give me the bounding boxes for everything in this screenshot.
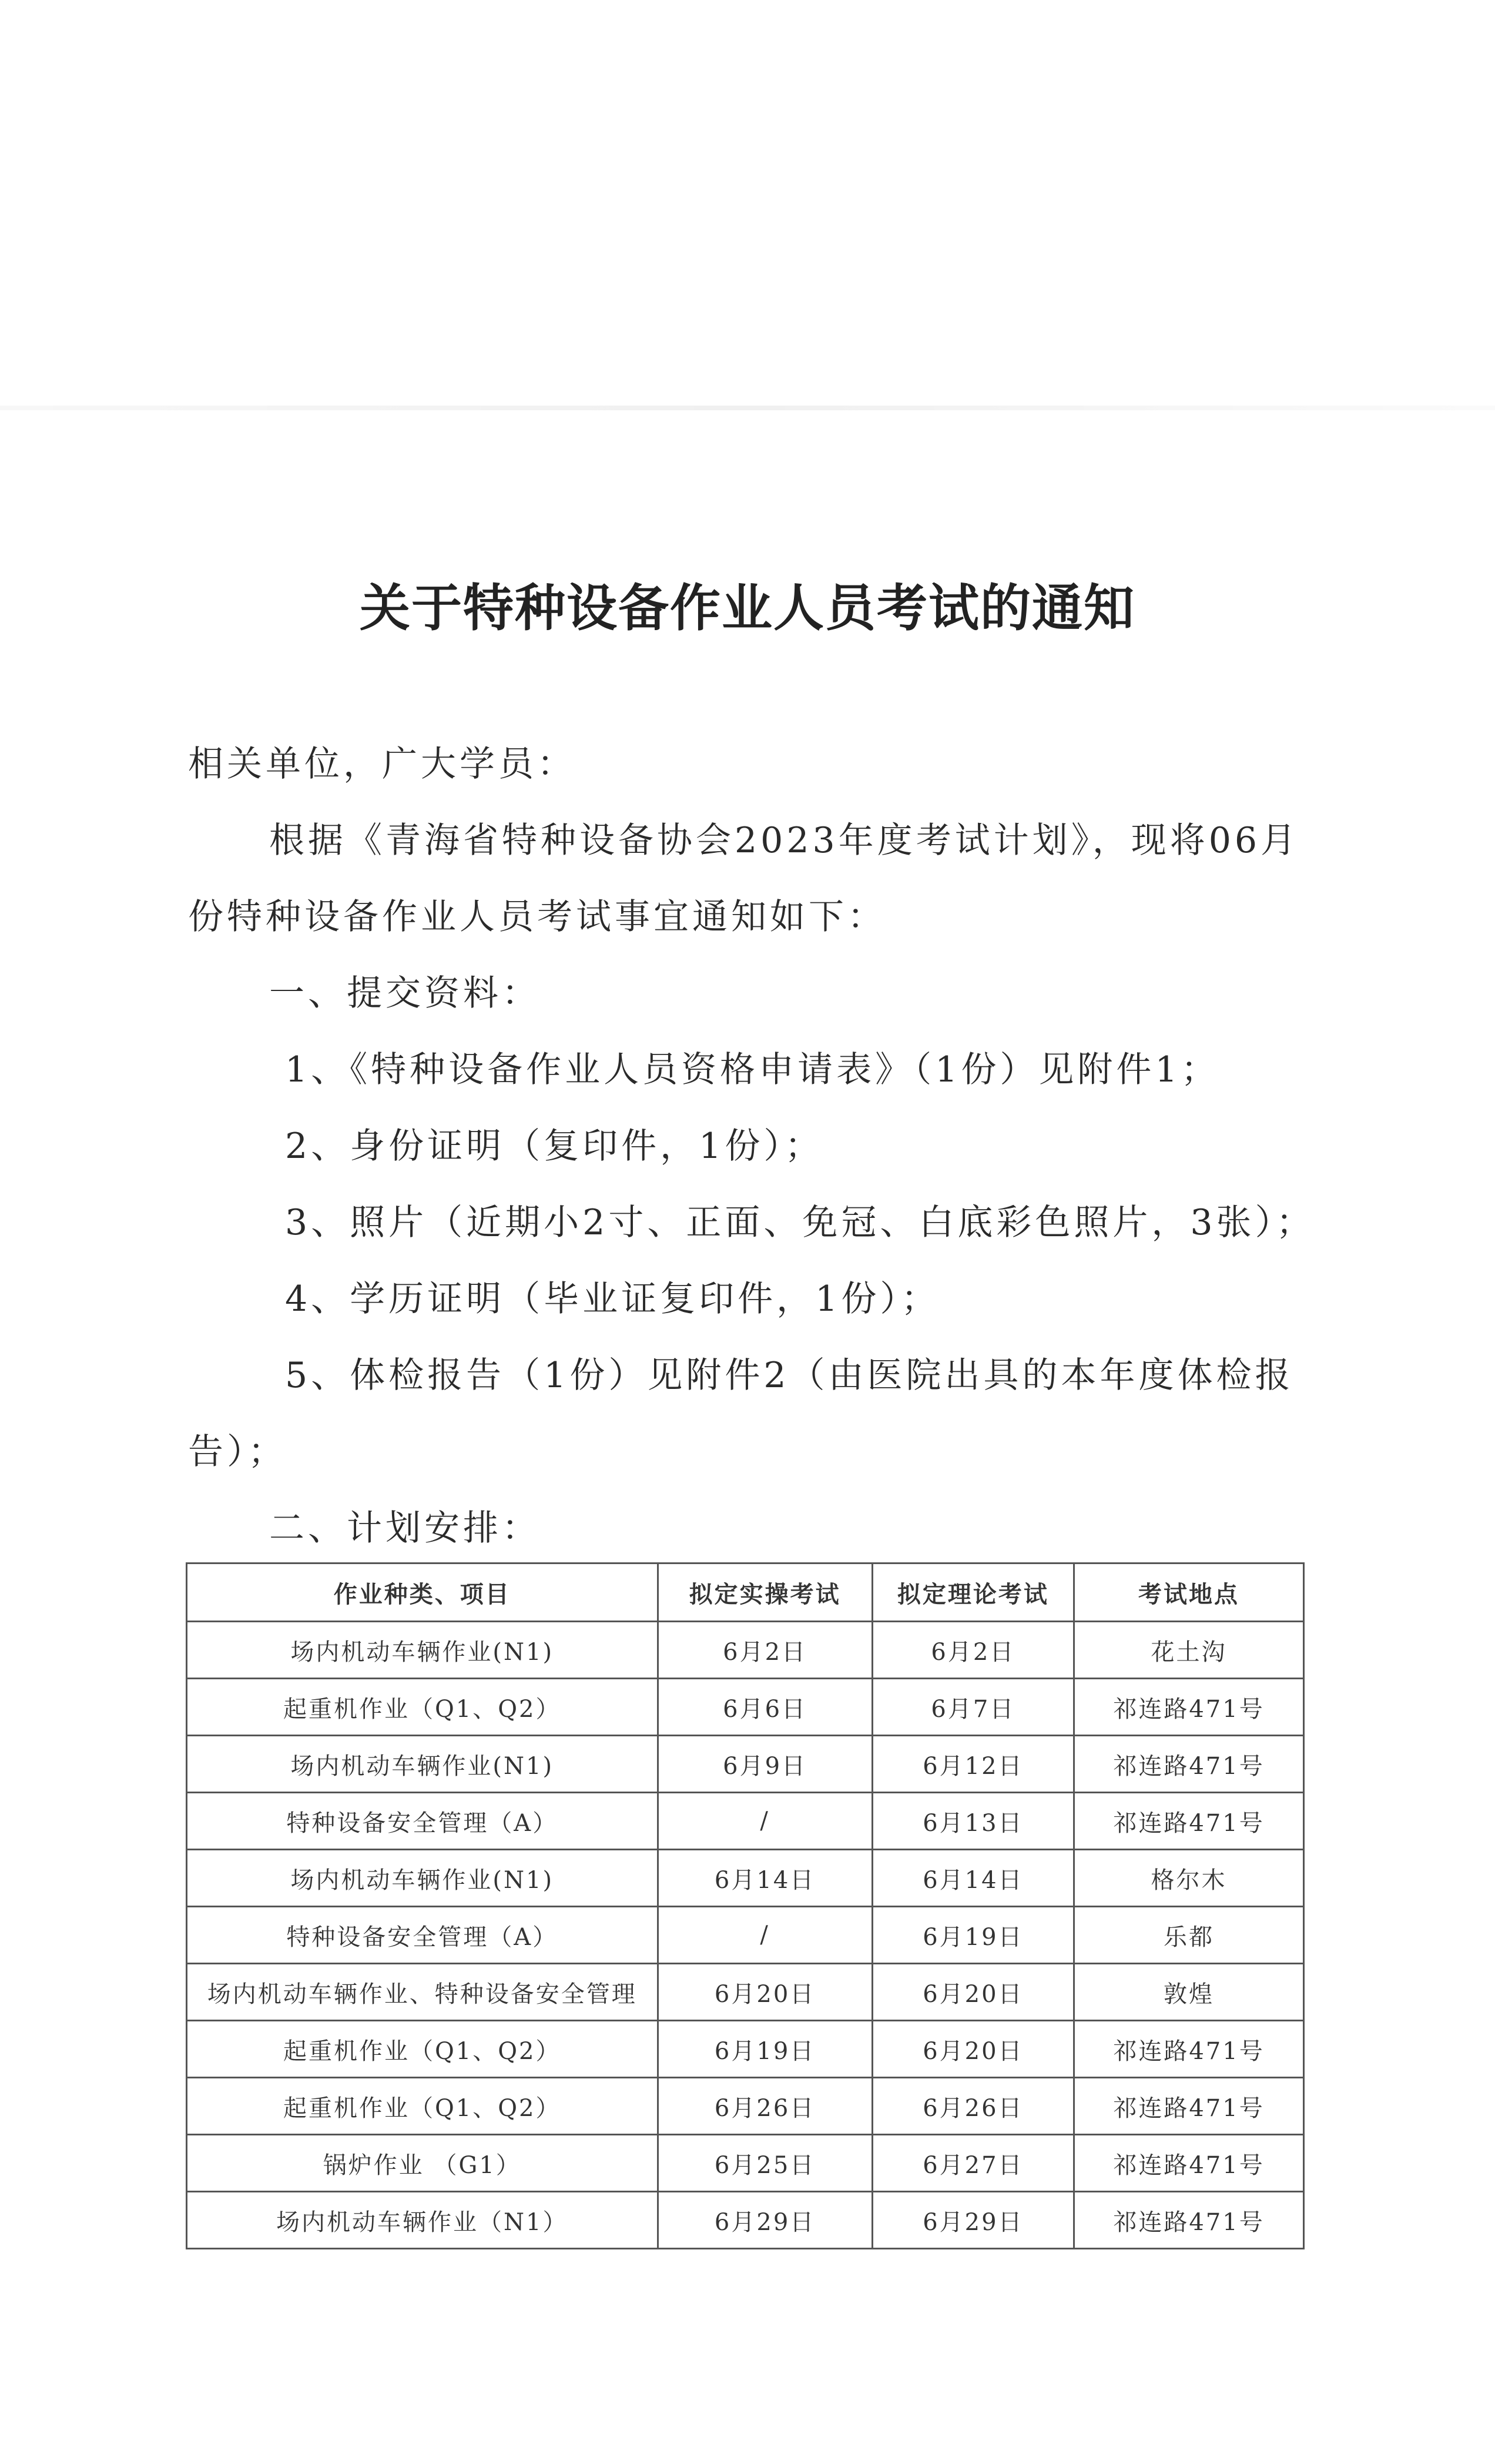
table-row <box>187 2135 1304 2192</box>
cell-category: 场内机动车辆作业(N1) <box>187 1622 658 1679</box>
cell-category: 场内机动车辆作业（N1） <box>187 2192 658 2249</box>
cell-theory: 6月20日 <box>872 1964 1074 2021</box>
section-1-heading: 一、提交资料： <box>269 973 541 1014</box>
cell-theory: 6月14日 <box>872 1850 1074 1907</box>
cell-theory: 6月26日 <box>872 2078 1074 2135</box>
cell-location: 敦煌 <box>1074 1964 1304 2021</box>
cell-category: 锅炉作业 （G1） <box>187 2135 658 2192</box>
section-2-heading: 二、计划安排： <box>269 1508 541 1549</box>
cell-practical: 6月9日 <box>658 1736 872 1793</box>
cell-category: 特种设备安全管理（A） <box>187 1907 658 1964</box>
cell-theory: 6月19日 <box>872 1907 1074 1964</box>
cell-location: 格尔木 <box>1074 1850 1304 1907</box>
cell-theory: 6月7日 <box>872 1679 1074 1736</box>
table-row <box>187 1850 1304 1907</box>
table-row <box>187 2078 1304 2135</box>
section-1-item: 4、学历证明（毕业证复印件，1份）； <box>285 1278 940 1320</box>
cell-theory: 6月29日 <box>872 2192 1074 2249</box>
table-row <box>187 1793 1304 1850</box>
cell-practical: 6月6日 <box>658 1679 872 1736</box>
section-1-item: 2、身份证明（复印件，1份）； <box>285 1126 824 1167</box>
cell-theory: 6月13日 <box>872 1793 1074 1850</box>
column-header-location: 考试地点 <box>1074 1564 1304 1622</box>
cell-location: 祁连路471号 <box>1074 2135 1304 2192</box>
cell-location: 祁连路471号 <box>1074 2078 1304 2135</box>
cell-category: 特种设备安全管理（A） <box>187 1793 658 1850</box>
table-row <box>187 1622 1304 1679</box>
table-row <box>187 1964 1304 2021</box>
cell-practical: 6月2日 <box>658 1622 872 1679</box>
cell-location: 乐都 <box>1074 1907 1304 1964</box>
cell-theory: 6月27日 <box>872 2135 1074 2192</box>
cell-location: 祁连路471号 <box>1074 2021 1304 2078</box>
cell-location: 花土沟 <box>1074 1622 1304 1679</box>
cell-practical: 6月25日 <box>658 2135 872 2192</box>
cell-location: 祁连路471号 <box>1074 1679 1304 1736</box>
column-header-category: 作业种类、项目 <box>187 1564 658 1622</box>
cell-practical: 6月19日 <box>658 2021 872 2078</box>
cell-theory: 6月2日 <box>872 1622 1074 1679</box>
scan-edge <box>0 406 1495 410</box>
cell-category: 场内机动车辆作业、特种设备安全管理 <box>187 1964 658 2021</box>
section-1-item: 1、《特种设备作业人员资格申请表》（1份）见附件1； <box>285 1049 1220 1090</box>
cell-category: 起重机作业（Q1、Q2） <box>187 1679 658 1736</box>
salutation: 相关单位，广大学员： <box>188 744 576 785</box>
table-row <box>187 2021 1304 2078</box>
document-title: 关于特种设备作业人员考试的通知 <box>360 579 1135 638</box>
cell-practical: 6月29日 <box>658 2192 872 2249</box>
cell-practical: / <box>658 1793 872 1850</box>
cell-practical: 6月20日 <box>658 1964 872 2021</box>
cell-location: 祁连路471号 <box>1074 1793 1304 1850</box>
cell-theory: 6月12日 <box>872 1736 1074 1793</box>
cell-practical: 6月26日 <box>658 2078 872 2135</box>
cell-category: 场内机动车辆作业(N1) <box>187 1736 658 1793</box>
table-row <box>187 1736 1304 1793</box>
section-1-item: 5、体检报告（1份）见附件2（由医院出具的本年度体检报告）； <box>188 1355 1294 1472</box>
column-header-practical: 拟定实操考试 <box>658 1564 872 1622</box>
cell-location: 祁连路471号 <box>1074 1736 1304 1793</box>
exam-schedule-table <box>186 1562 1305 2249</box>
table-row <box>187 1679 1304 1736</box>
intro-paragraph: 根据《青海省特种设备协会2023年度考试计划》，现将06月份特种设备作业人员考试事宜通知如下： <box>188 820 1300 938</box>
cell-practical: 6月14日 <box>658 1850 872 1907</box>
section-1-item: 3、照片（近期小2寸、正面、免冠、白底彩色照片，3张）； <box>285 1202 1315 1243</box>
column-header-theory: 拟定理论考试 <box>872 1564 1074 1622</box>
cell-practical: / <box>658 1907 872 1964</box>
cell-category: 起重机作业（Q1、Q2） <box>187 2078 658 2135</box>
cell-location: 祁连路471号 <box>1074 2192 1304 2249</box>
cell-category: 起重机作业（Q1、Q2） <box>187 2021 658 2078</box>
table-row <box>187 2192 1304 2249</box>
cell-theory: 6月20日 <box>872 2021 1074 2078</box>
table-header-row <box>187 1564 1304 1622</box>
table-row <box>187 1907 1304 1964</box>
cell-category: 场内机动车辆作业(N1) <box>187 1850 658 1907</box>
